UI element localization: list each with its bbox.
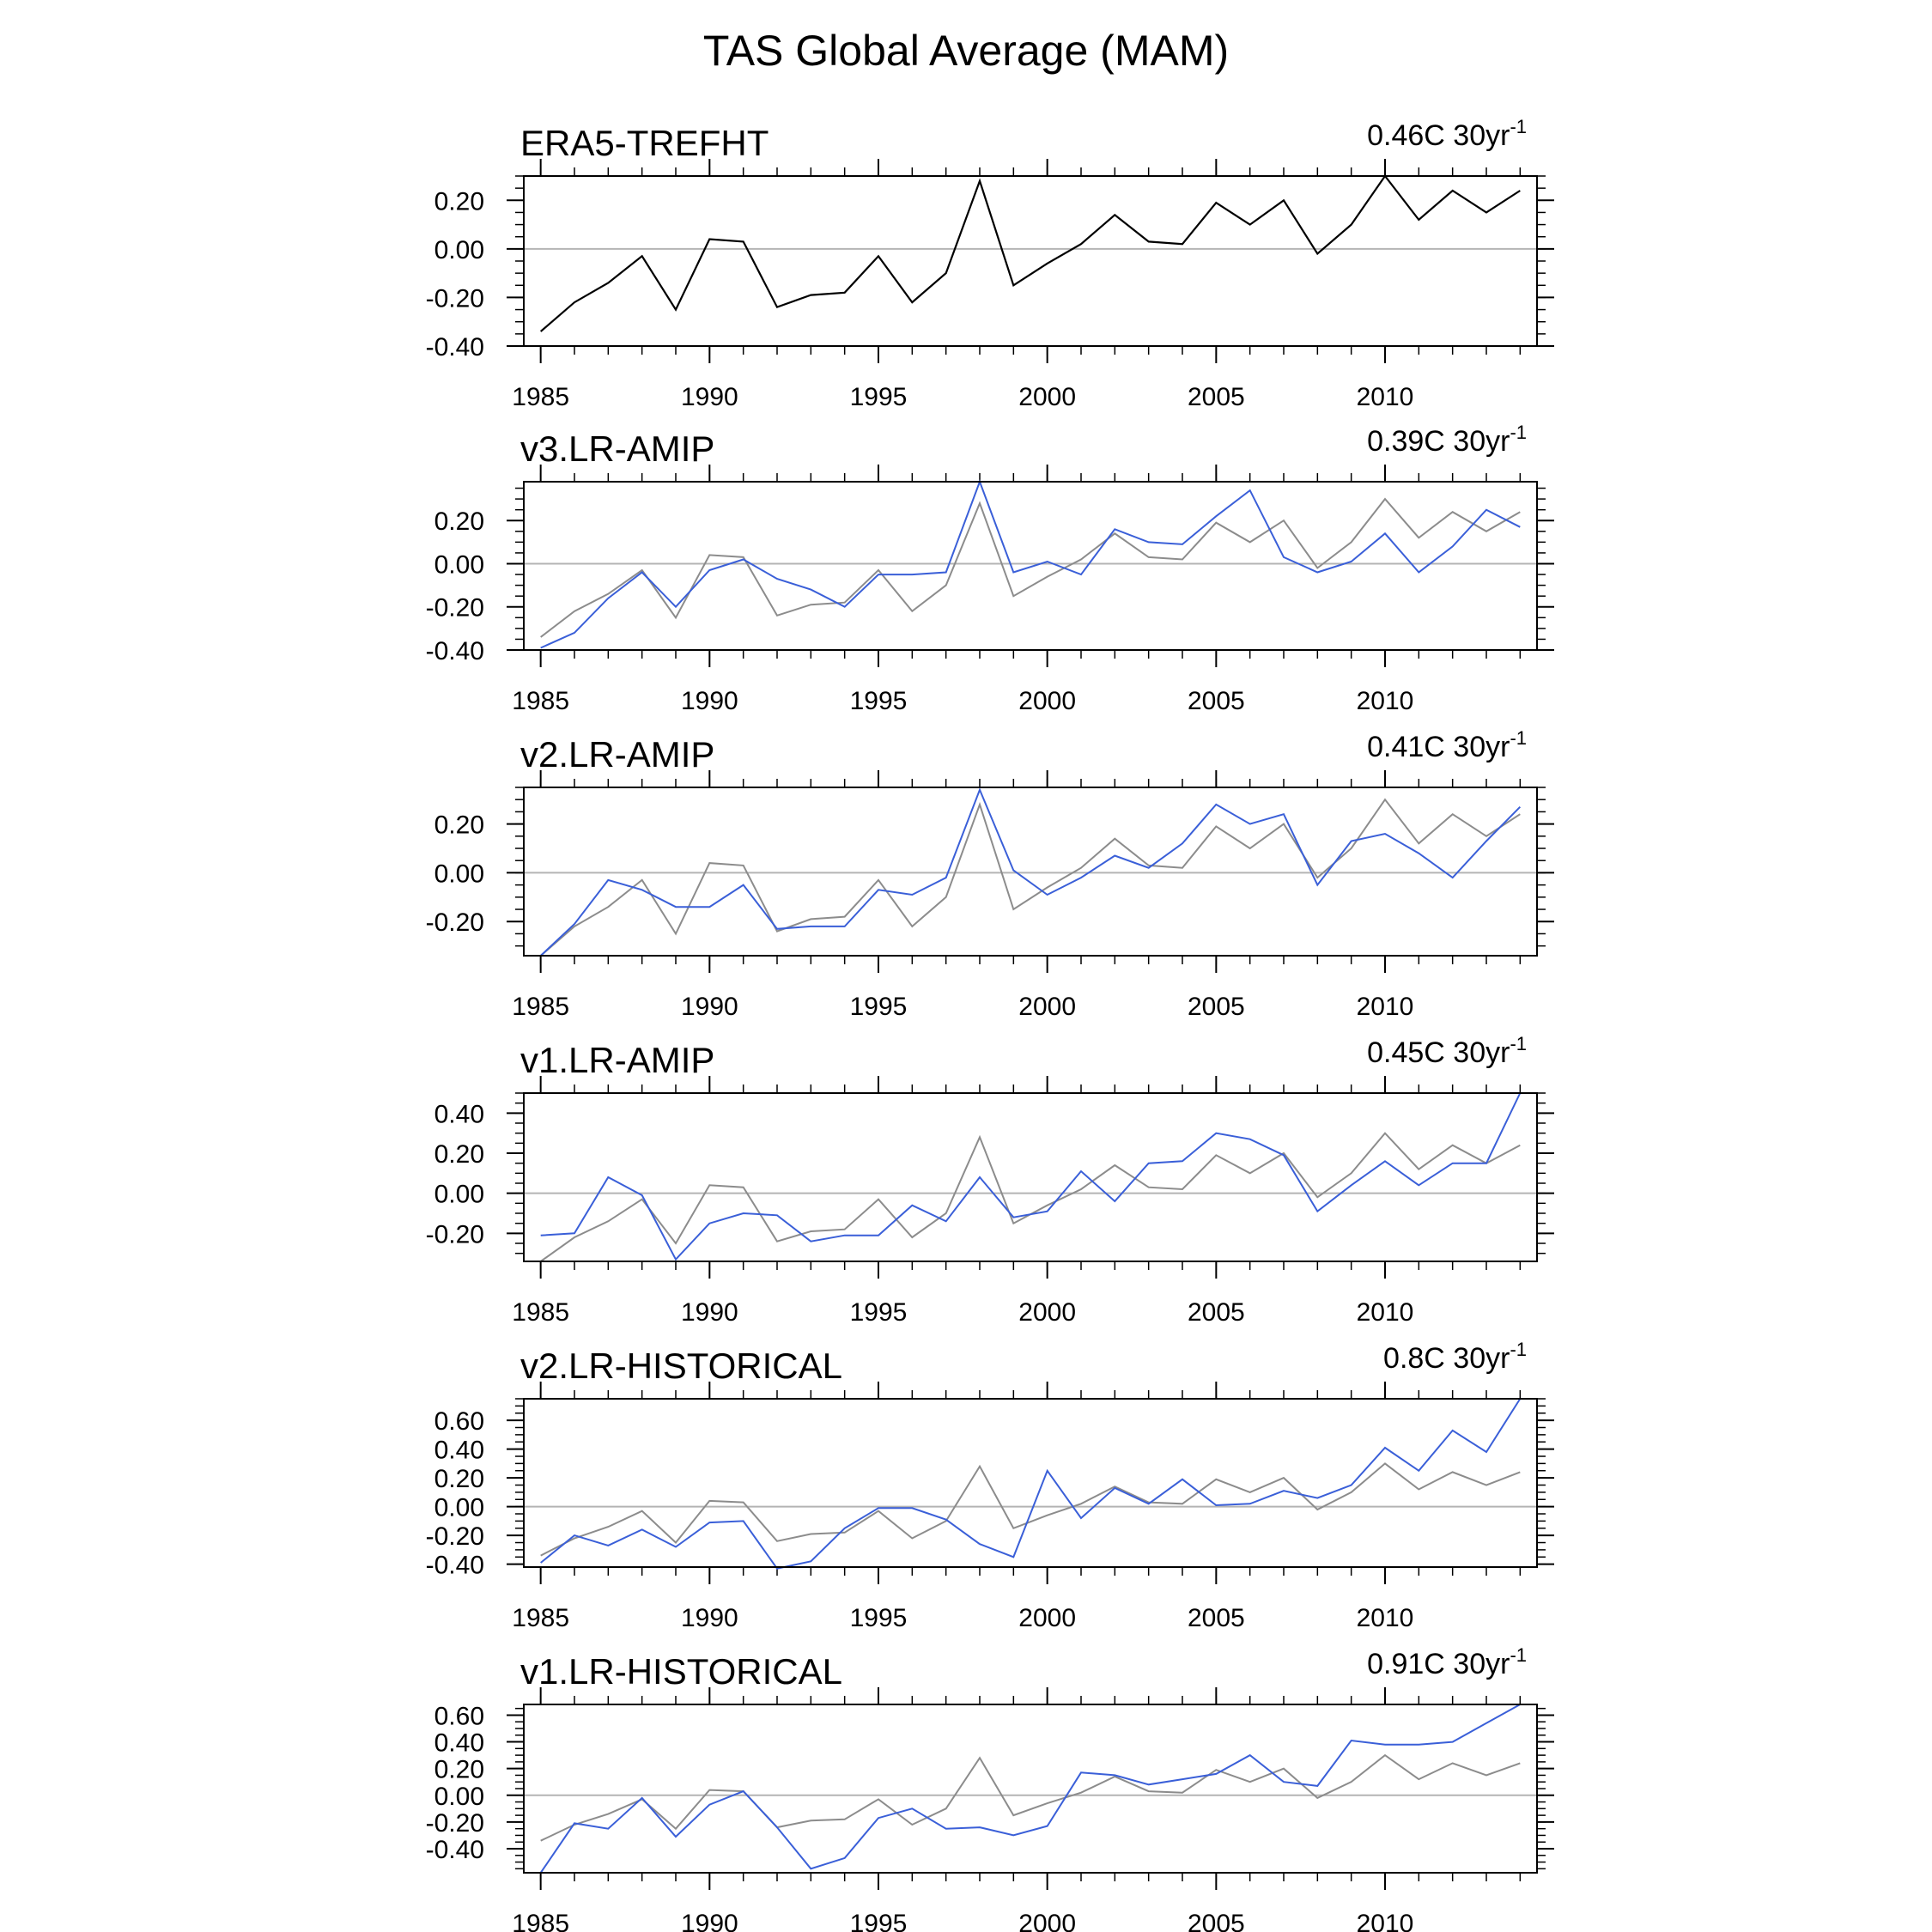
y-tick-label: -0.40 bbox=[425, 637, 484, 665]
series-line-model bbox=[541, 1704, 1521, 1873]
trend-label bbox=[1367, 1033, 1527, 1069]
panel-title: v3.LR-AMIP bbox=[520, 428, 715, 469]
plot-frame bbox=[524, 176, 1537, 346]
x-tick-label: 2005 bbox=[1187, 1298, 1245, 1327]
y-tick-label: 0.20 bbox=[434, 187, 484, 216]
trend-value: 0.46C 30yr bbox=[1367, 119, 1510, 152]
x-tick-label: 2005 bbox=[1187, 993, 1245, 1021]
x-tick-label: 1985 bbox=[512, 687, 570, 715]
y-tick-label: 0.20 bbox=[434, 1755, 484, 1784]
trend-superscript: -1 bbox=[1510, 116, 1527, 137]
x-tick-label: 1995 bbox=[849, 687, 908, 715]
x-tick-label: 1990 bbox=[680, 1604, 738, 1632]
y-tick-label: 0.00 bbox=[434, 1493, 484, 1522]
x-tick-label: 1985 bbox=[512, 1604, 570, 1632]
y-tick-label: 0.00 bbox=[434, 1180, 484, 1209]
x-tick-label: 1990 bbox=[680, 993, 738, 1021]
chart-panel-2 bbox=[426, 422, 1554, 715]
y-tick-label: -0.20 bbox=[425, 1808, 484, 1838]
series-line-reference_overlay bbox=[541, 1755, 1521, 1841]
trend-superscript: -1 bbox=[1510, 1339, 1527, 1360]
x-tick-label: 2010 bbox=[1356, 383, 1414, 411]
y-tick-label: -0.20 bbox=[425, 593, 484, 623]
trend-value: 0.91C 30yr bbox=[1367, 1648, 1510, 1680]
y-tick-label: -0.20 bbox=[425, 1522, 484, 1552]
y-tick-label: 0.60 bbox=[434, 1702, 484, 1731]
x-tick-label: 1990 bbox=[680, 687, 738, 715]
series-line-reference_overlay bbox=[541, 499, 1521, 637]
x-tick-label: 1995 bbox=[849, 383, 908, 411]
plot-frame bbox=[524, 482, 1537, 650]
y-tick-label: 0.20 bbox=[434, 811, 484, 840]
trend-label bbox=[1383, 1339, 1527, 1375]
chart-panel-1 bbox=[426, 116, 1554, 411]
trend-label bbox=[1367, 422, 1527, 458]
chart-panel-6 bbox=[426, 1644, 1554, 1932]
x-tick-label: 1995 bbox=[849, 1298, 908, 1327]
series-line-reference bbox=[541, 176, 1521, 331]
panel-title: v1.LR-HISTORICAL bbox=[520, 1651, 842, 1692]
y-tick-label: 0.60 bbox=[434, 1407, 484, 1437]
y-tick-label: -0.20 bbox=[425, 284, 484, 313]
x-tick-label: 2000 bbox=[1018, 1910, 1077, 1932]
main-title: TAS Global Average (MAM) bbox=[702, 27, 1230, 75]
y-tick-label: 0.20 bbox=[434, 1465, 484, 1494]
trend-value: 0.8C 30yr bbox=[1383, 1342, 1510, 1375]
y-tick-label: 0.00 bbox=[434, 1782, 484, 1811]
x-tick-label: 1985 bbox=[512, 1298, 570, 1327]
x-tick-label: 2005 bbox=[1187, 687, 1245, 715]
x-tick-label: 1990 bbox=[680, 383, 738, 411]
x-tick-label: 1995 bbox=[849, 993, 908, 1021]
panel-title: v1.LR-AMIP bbox=[520, 1040, 715, 1080]
plot-frame bbox=[524, 1093, 1537, 1261]
x-tick-label: 2000 bbox=[1018, 993, 1077, 1021]
trend-label bbox=[1367, 116, 1527, 152]
y-tick-label: -0.40 bbox=[425, 333, 484, 361]
series-line-reference_overlay bbox=[541, 1463, 1521, 1555]
trend-value: 0.45C 30yr bbox=[1367, 1036, 1510, 1069]
series-line-reference_overlay bbox=[541, 1133, 1521, 1261]
x-tick-label: 2010 bbox=[1356, 1298, 1414, 1327]
x-tick-label: 1985 bbox=[512, 383, 570, 411]
chart-panel-3 bbox=[426, 727, 1554, 1021]
chart-panel-4 bbox=[426, 1033, 1554, 1327]
y-tick-label: -0.20 bbox=[425, 1220, 484, 1249]
x-tick-label: 2010 bbox=[1356, 1910, 1414, 1932]
y-tick-label: 0.00 bbox=[434, 550, 484, 580]
trend-value: 0.41C 30yr bbox=[1367, 731, 1510, 763]
y-tick-label: 0.20 bbox=[434, 507, 484, 537]
x-tick-label: 1990 bbox=[680, 1910, 738, 1932]
x-tick-label: 1985 bbox=[512, 993, 570, 1021]
x-tick-label: 2005 bbox=[1187, 1910, 1245, 1932]
trend-label bbox=[1367, 1644, 1527, 1680]
plot-frame bbox=[524, 1704, 1537, 1873]
x-tick-label: 1990 bbox=[680, 1298, 738, 1327]
panel-title: v2.LR-AMIP bbox=[520, 734, 715, 775]
x-tick-label: 1995 bbox=[849, 1910, 908, 1932]
trend-value: 0.39C 30yr bbox=[1367, 425, 1510, 458]
x-tick-label: 2000 bbox=[1018, 687, 1077, 715]
panel-title: ERA5-TREFHT bbox=[520, 123, 769, 163]
trend-label bbox=[1367, 727, 1527, 763]
x-tick-label: 2000 bbox=[1018, 383, 1077, 411]
x-tick-label: 2000 bbox=[1018, 1298, 1077, 1327]
y-tick-label: 0.40 bbox=[434, 1100, 484, 1129]
series-line-reference_overlay bbox=[541, 799, 1521, 956]
trend-superscript: -1 bbox=[1510, 1033, 1527, 1054]
trend-superscript: -1 bbox=[1510, 422, 1527, 443]
panel-title: v2.LR-HISTORICAL bbox=[520, 1346, 842, 1386]
y-tick-label: -0.20 bbox=[425, 908, 484, 938]
x-tick-label: 1995 bbox=[849, 1604, 908, 1632]
series-line-model bbox=[541, 1093, 1521, 1260]
x-tick-label: 2005 bbox=[1187, 383, 1245, 411]
y-tick-label: 0.00 bbox=[434, 860, 484, 889]
y-tick-label: 0.40 bbox=[434, 1728, 484, 1758]
y-tick-label: -0.40 bbox=[425, 1551, 484, 1580]
plot-frame bbox=[524, 787, 1537, 956]
series-line-model bbox=[541, 1399, 1521, 1569]
series-line-model bbox=[541, 482, 1521, 648]
chart-panel-5 bbox=[426, 1339, 1554, 1632]
x-tick-label: 1985 bbox=[512, 1910, 570, 1932]
x-tick-label: 2000 bbox=[1018, 1604, 1077, 1632]
x-tick-label: 2010 bbox=[1356, 687, 1414, 715]
trend-superscript: -1 bbox=[1510, 1644, 1527, 1666]
x-tick-label: 2010 bbox=[1356, 993, 1414, 1021]
y-tick-label: 0.40 bbox=[434, 1436, 484, 1465]
y-tick-label: -0.40 bbox=[425, 1836, 484, 1864]
x-tick-label: 2005 bbox=[1187, 1604, 1245, 1632]
trend-superscript: -1 bbox=[1510, 727, 1527, 749]
y-tick-label: 0.00 bbox=[434, 235, 484, 264]
y-tick-label: 0.20 bbox=[434, 1140, 484, 1169]
x-tick-label: 2010 bbox=[1356, 1604, 1414, 1632]
